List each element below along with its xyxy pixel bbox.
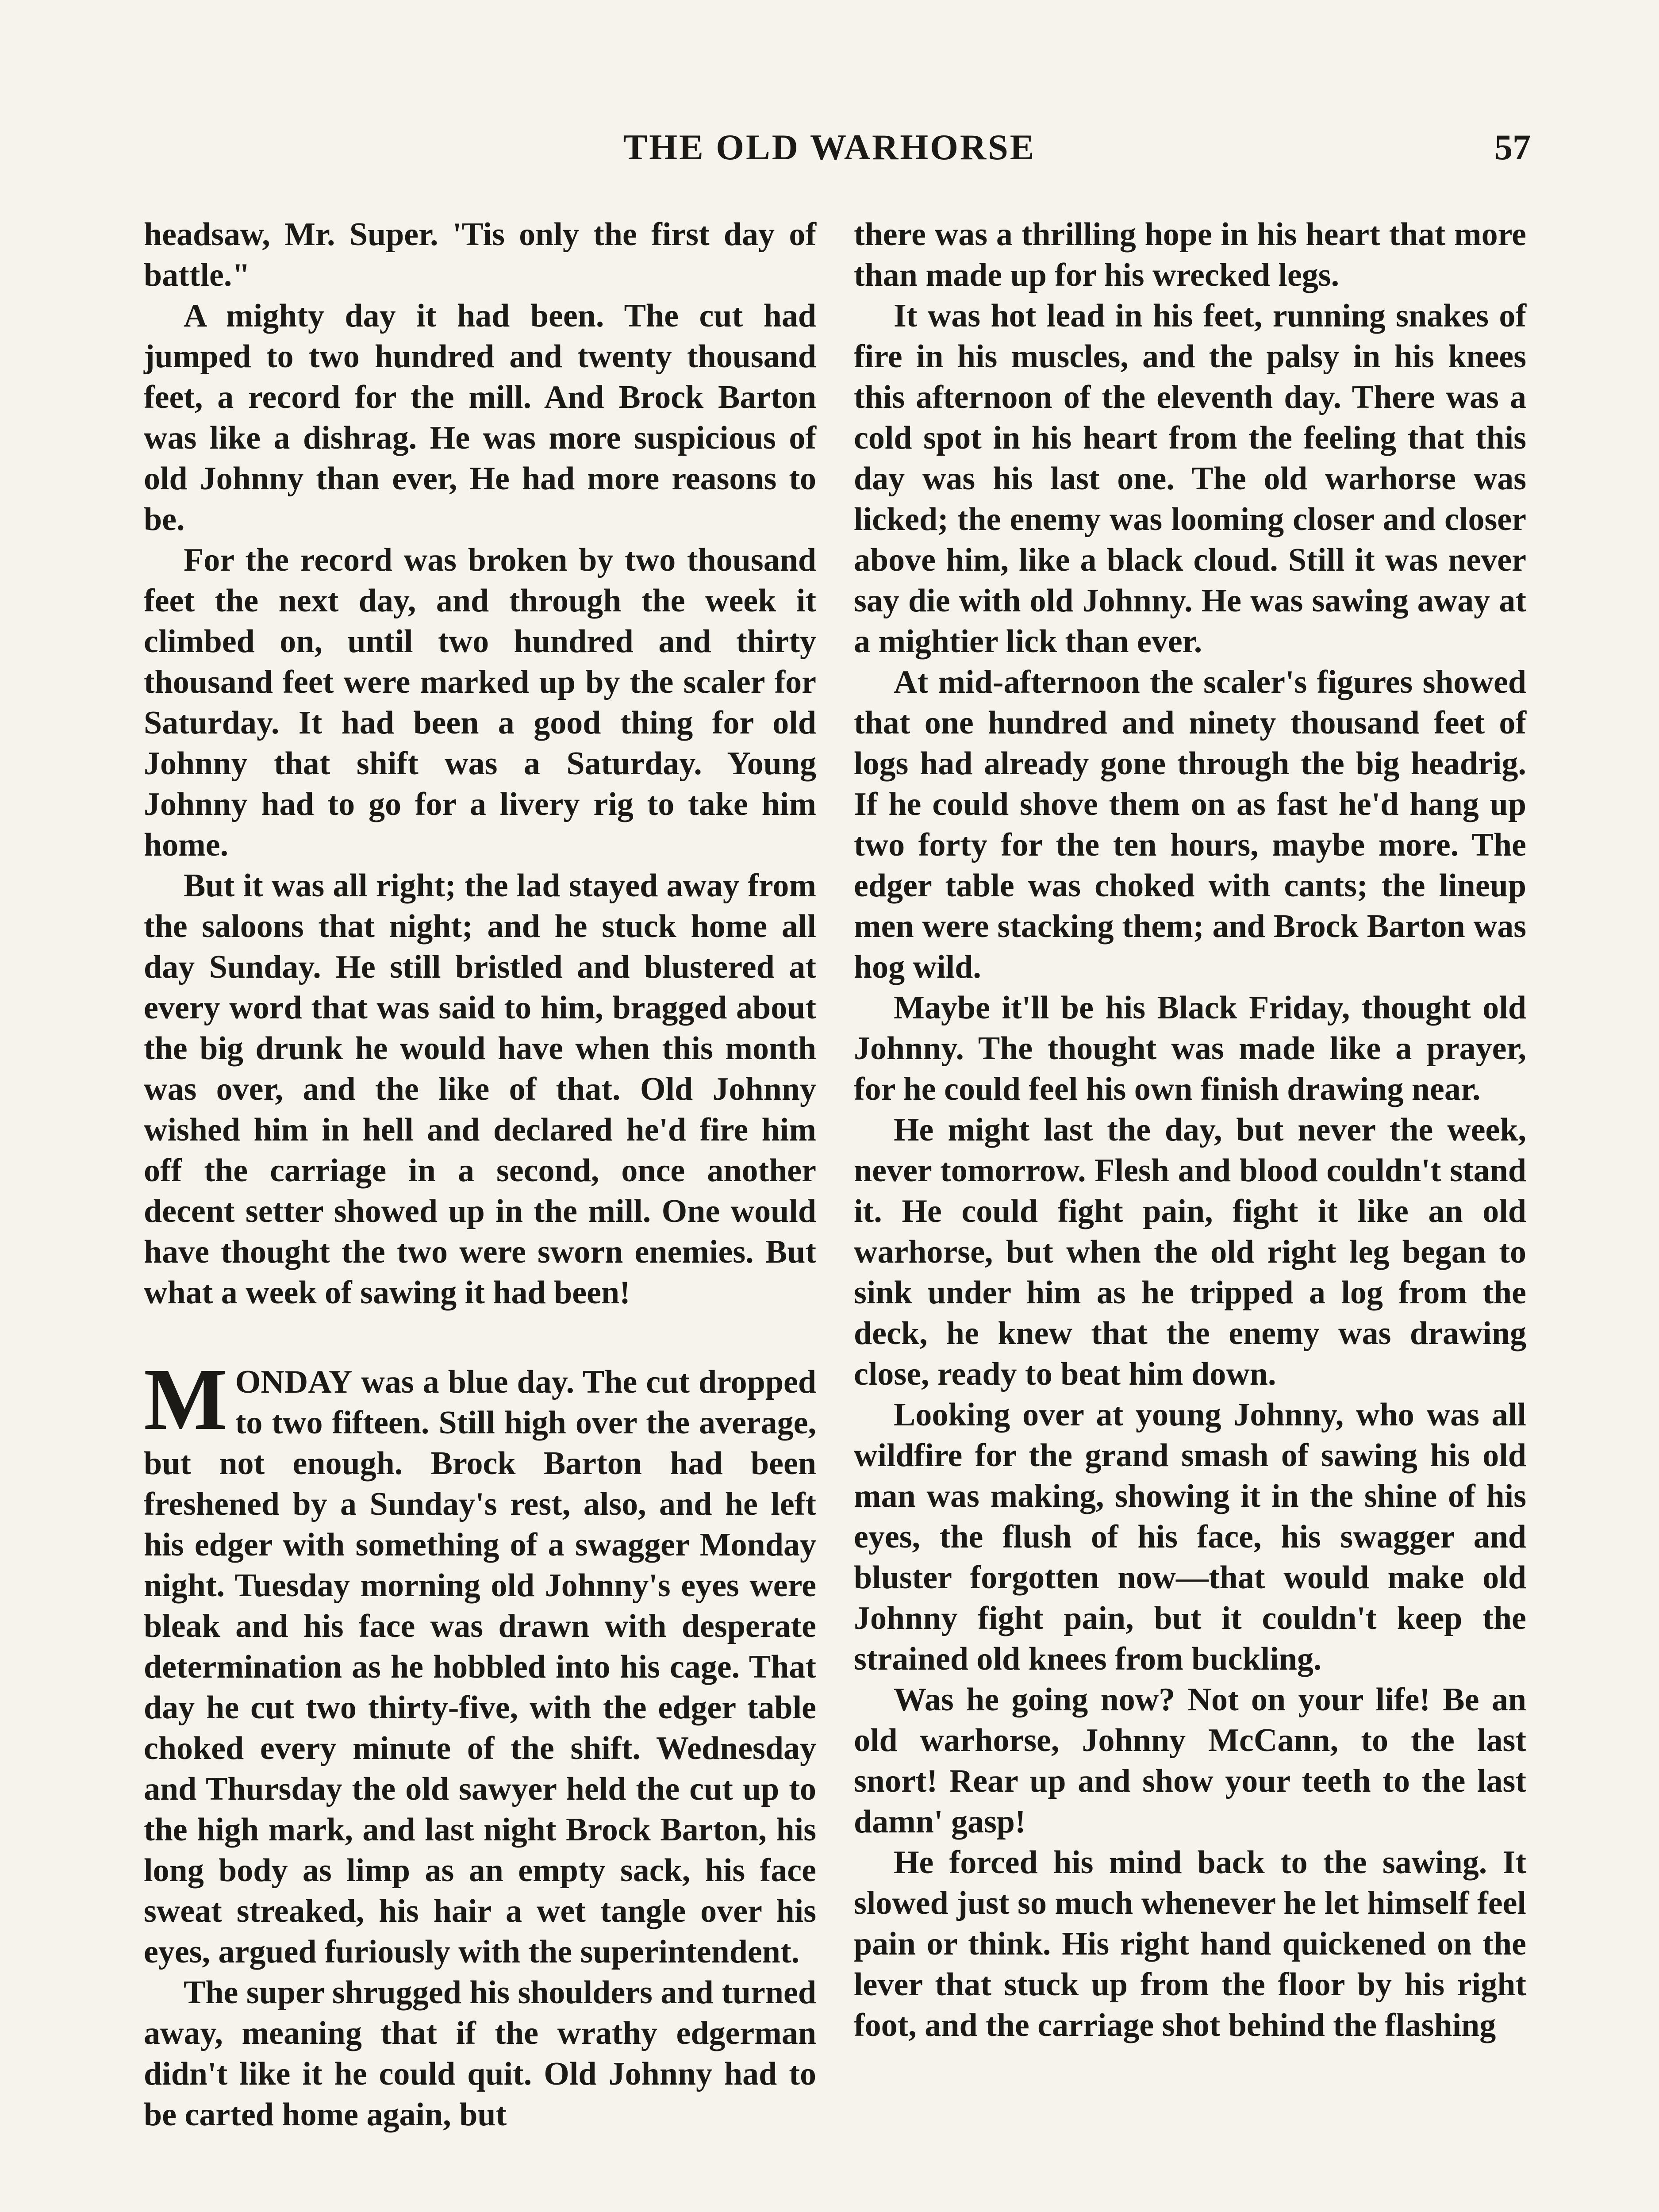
section-opening-paragraph [144,1351,816,1972]
paragraph: Looking over at young Johnny, who was all wildfire for the grand smash of sawing his old man was making, showing it in the shine of his eyes, the flush of his face, his swagger and bluster forgotten now—that would make old Johnny fight pain, but it couldn't keep the strained old knees from buckling. [854,1397,1526,1677]
small-caps-lead: ONDAY [235,1364,353,1400]
page-number: 57 [1494,127,1531,167]
paragraph: headsaw, Mr. Super. 'Tis only the first day of battle." [144,216,816,293]
left-column [144,214,816,2135]
paragraph: there was a thrilling hope in his heart that more than made up for his wrecked legs. [854,216,1526,293]
paragraph: He forced his mind back to the sawing. It slowed just so much whenever he let himself feel pain or think. His right hand quickened on the lever that stuck up from the floor by his right foot, and the carriage shot behind the flashing [854,1844,1526,2043]
paragraph: At mid-afternoon the scaler's figures showed that one hundred and ninety thousand feet of logs had already gone through the big headrig. If he could shove them on as fast he'd hang up two forty for the ten hours, maybe more. The edger table was choked with cants; the lineup men were stacking them; and Brock Barton was hog wild. [854,664,1526,985]
paragraph: It was hot lead in his feet, running snakes of fire in his muscles, and the palsy in his knees this afternoon of the eleventh day. There was a cold spot in his heart from the feeling that this day was his last one. The old warhorse was licked; the enemy was looming closer and closer above him, like a black cloud. Still it was never say die with old Johnny. He was sawing away at a mightier lick than ever. [854,298,1526,660]
paragraph: For the record was broken by two thousand feet the next day, and through the week it climbed on, until two hundred and thirty thousand feet were marked up by the scaler for Saturday. It had been a good thing for old Johnny that shift was a Saturday. Young Johnny had to go for a livery rig to take him home. [144,542,816,863]
drop-cap: M [144,1351,227,1448]
right-column [854,214,1526,2046]
paragraph: Maybe it'll be his Black Friday, thought old Johnny. The thought was made like a prayer, for he could feel his own finish drawing near. [854,990,1526,1107]
paragraph: A mighty day it had been. The cut had jumped to two hundred and twenty thousand feet, a record for the mill. And Brock Barton was like a dishrag. He was more suspicious of old Johnny than ever, He had more reasons to be. [144,298,816,538]
page-header [0,119,1659,176]
paragraph: The super shrugged his shoulders and turned away, meaning that if the wrathy edgerman didn't like it he could quit. Old Johnny had to be carted home again, but [144,1974,816,2133]
paragraph-text: was a blue day. The cut dropped to two fifteen. Still high over the average, but not enough. Brock Barton had been freshened by a Sunday's rest, also, and he left his edger with something of a swagger Monday night. Tuesday morning old Johnny's eyes were bleak and his face was drawn with desperate determination as he hobbled into his cage. That day he cut two thirty-five, with the edger table choked every minute of the shift. Wednesday and Thursday the old sawyer held the cut up to the high mark, and last night Brock Barton, his long body as limp as an empty sack, his face sweat streaked, his hair a wet tangle over his eyes, argued furiously with the superintendent. [144,1364,816,1970]
running-title: THE OLD WARHORSE [623,127,1036,167]
paragraph: Was he going now? Not on your life! Be an old warhorse, Johnny McCann, to the last snort! Rear up and show your teeth to the last damn' gasp! [854,1682,1526,1840]
paragraph: He might last the day, but never the week, never tomorrow. Flesh and blood couldn't stand it. He could fight pain, fight it like an old warhorse, but when the old right leg began to sink under him as he tripped a log from the deck, he knew that the enemy was drawing close, ready to beat him down. [854,1112,1526,1392]
paragraph: But it was all right; the lad stayed away from the saloons that night; and he stuck home all day Sunday. He still bristled and blustered at every word that was said to him, bragged about the big drunk he would have when this month was over, and the like of that. Old Johnny wished him in hell and declared he'd fire him off the carriage in a second, once another decent setter showed up in the mill. One would have thought the two were sworn enemies. But what a week of sawing it had been! [144,868,816,1311]
